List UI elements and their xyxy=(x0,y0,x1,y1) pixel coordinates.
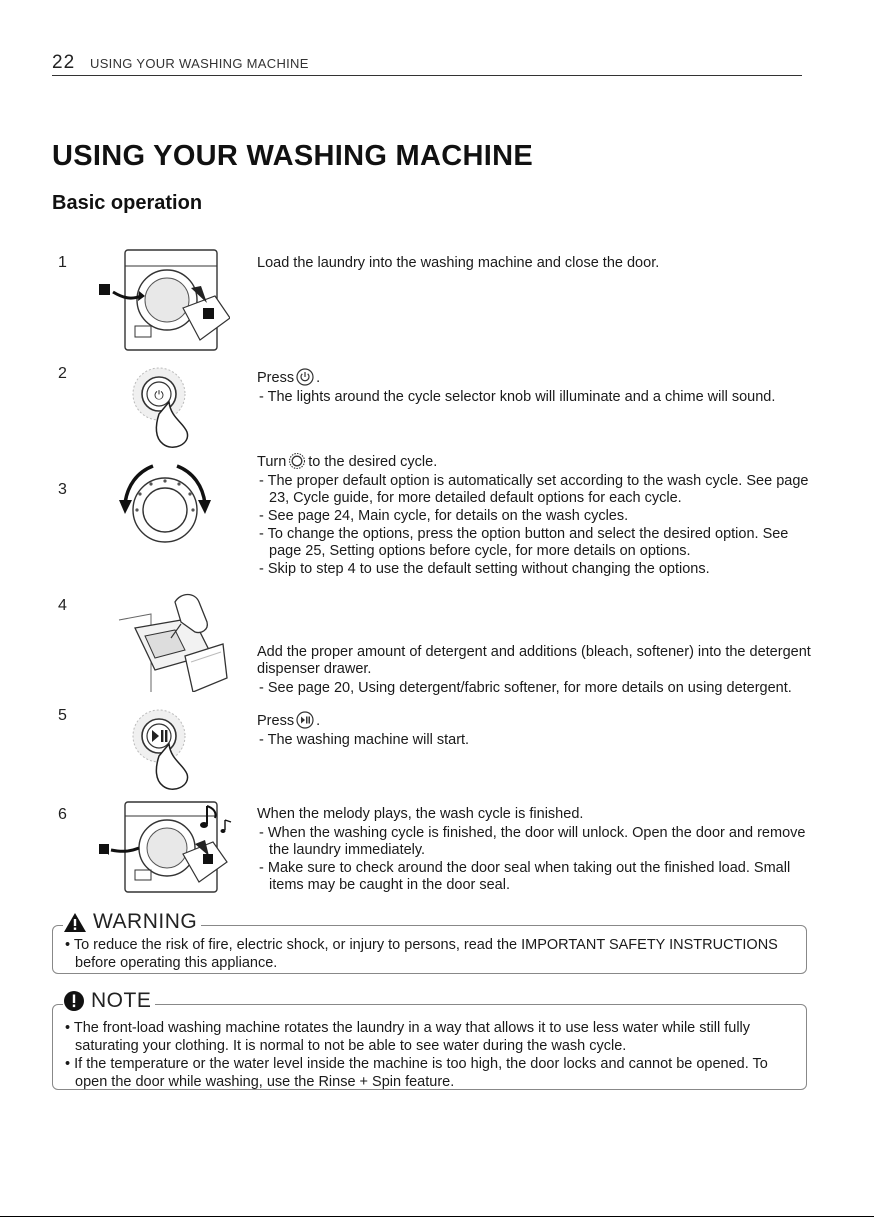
step-2-text xyxy=(257,368,817,407)
step-number-3: 3 xyxy=(58,481,67,498)
step-6-main: When the melody plays, the wash cycle is finished. xyxy=(257,806,584,822)
start-pause-icon xyxy=(296,711,314,729)
step-3-main-prefix: Turn xyxy=(257,454,287,470)
step-number-1: 1 xyxy=(58,254,67,271)
step-6-text xyxy=(257,806,817,895)
page-title: USING YOUR WASHING MACHINE xyxy=(52,140,533,172)
warning-heading xyxy=(63,910,201,934)
step-5-main-suffix: . xyxy=(316,713,321,729)
warning-title: WARNING xyxy=(93,910,198,933)
step-5-text xyxy=(257,711,817,750)
step-4-text xyxy=(257,644,817,698)
step-2-main-prefix: Press xyxy=(257,370,295,386)
step-number-5: 5 xyxy=(58,707,67,724)
detergent-drawer-icon xyxy=(115,592,235,692)
washer-door-load-icon xyxy=(95,248,230,358)
page-header xyxy=(52,52,802,76)
note-title: NOTE xyxy=(91,989,152,1012)
footer-rule xyxy=(0,1216,874,1217)
step-number-4: 4 xyxy=(58,597,67,614)
step-3-main xyxy=(257,452,817,471)
power-button-press-icon xyxy=(125,362,205,450)
step-3-sub-2: - See page 24, Main cycle, for details on the wash cycles. xyxy=(257,508,817,525)
step-4-main: Add the proper amount of detergent and additions (bleach, softener) into the detergent dispenser drawer. xyxy=(257,644,811,677)
note-box xyxy=(52,989,807,1090)
note-item-2: • If the temperature or the water level inside the machine is too high, the door locks and cannot be opened. To open the door while washing, use the Rinse + Spin feature. xyxy=(63,1055,794,1091)
page-number: 22 xyxy=(52,52,76,73)
warning-triangle-icon xyxy=(63,912,87,933)
step-5-main xyxy=(257,711,817,730)
start-pause-button-press-icon xyxy=(125,704,205,792)
note-heading xyxy=(63,989,155,1013)
header-title: USING YOUR WASHING MACHINE xyxy=(90,56,309,71)
step-1-main: Load the laundry into the washing machine and close the door. xyxy=(257,255,660,271)
step-3-text xyxy=(257,452,817,579)
step-3-main-suffix: to the desired cycle. xyxy=(308,454,438,470)
step-6-sub-2: - Make sure to check around the door seal when taking out the finished load. Small items may be caught in the door seal. xyxy=(257,860,817,894)
step-2-main xyxy=(257,368,817,387)
step-6-sub-1: - When the washing cycle is finished, the door will unlock. Open the door and remove the laundry immediately. xyxy=(257,825,817,859)
step-number-2: 2 xyxy=(58,365,67,382)
step-4-sub-1: - See page 20, Using detergent/fabric softener, for more details on using detergent. xyxy=(257,680,817,697)
step-3-sub-1: - The proper default option is automatically set according to the wash cycle. See page 23, Cycle guide, for more detailed default options for each cycle. xyxy=(257,473,817,507)
note-body xyxy=(53,1005,806,1097)
washer-door-unload-melody-icon xyxy=(95,798,240,896)
warning-item-1: • To reduce the risk of fire, electric shock, or injury to persons, read the IMPORTANT SAFETY INSTRUCTIONS before operating this appliance. xyxy=(63,936,794,972)
cycle-knob-turn-icon xyxy=(115,452,215,547)
step-5-main-prefix: Press xyxy=(257,713,295,729)
note-item-1: • The front-load washing machine rotates the laundry in a way that allows it to use less water while still fully saturating your clothing. It is normal to not be able to see water during the wash cycle. xyxy=(63,1019,794,1055)
power-icon xyxy=(296,368,314,386)
section-title: Basic operation xyxy=(52,192,203,214)
step-number-6: 6 xyxy=(58,806,67,823)
step-2-main-suffix: . xyxy=(316,370,321,386)
step-3-sub-3: - To change the options, press the option button and select the desired option. See page 25, Setting options before cycle, for more details on options. xyxy=(257,526,817,560)
step-1-text xyxy=(257,255,817,274)
note-exclamation-icon xyxy=(63,990,85,1012)
step-2-sub-1: - The lights around the cycle selector knob will illuminate and a chime will sound. xyxy=(257,389,817,406)
warning-box xyxy=(52,910,807,974)
step-5-sub-1: - The washing machine will start. xyxy=(257,732,817,749)
svg-text:⏻: ⏻ xyxy=(154,388,164,402)
step-3-sub-4: - Skip to step 4 to use the default setting without changing the options. xyxy=(257,561,817,578)
cycle-knob-icon xyxy=(288,452,306,470)
